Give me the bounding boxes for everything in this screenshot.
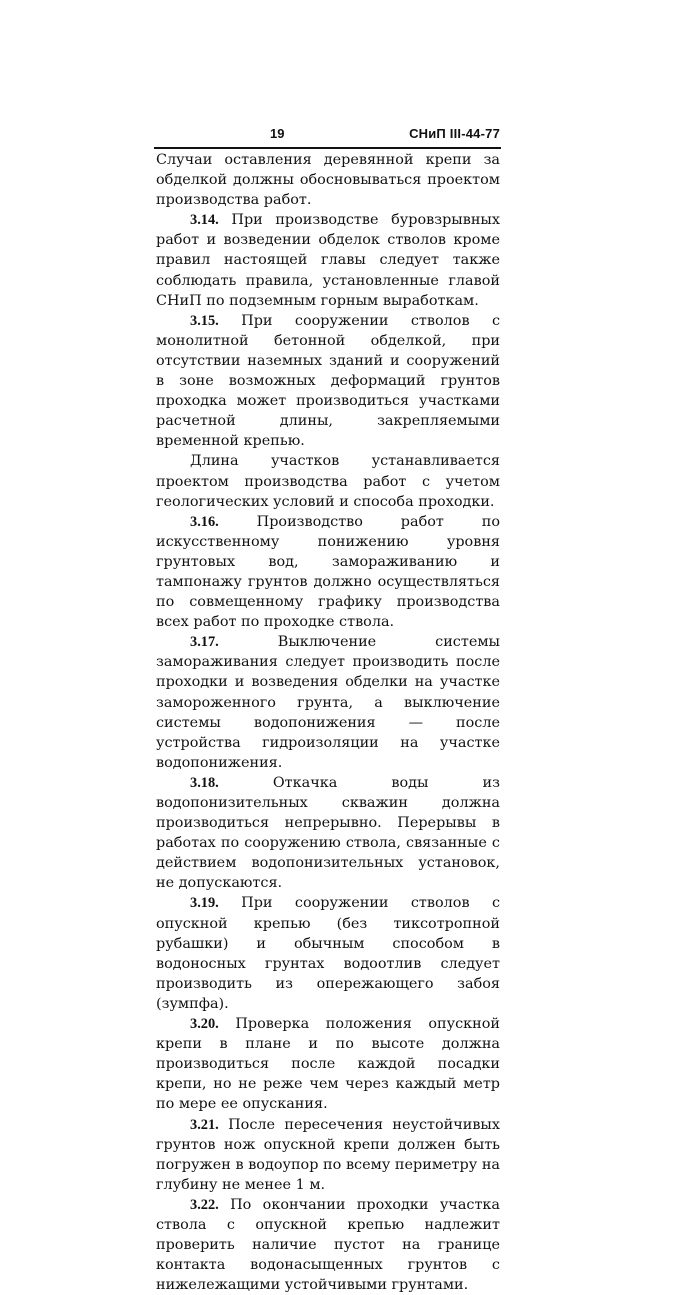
body-text [156,150,500,1295]
clause-text: После пересечения неустойчивых грунтов нож опускной крепи должен быть погружен в водоупор по всему периметру на глубину не менее 1 м. [156,1116,500,1193]
clause-3-16 [156,512,500,633]
clause-text: Проверка положения опускной крепи в плане и по высоте должна производиться после каждой посадки крепи, но не реже чем через каждый метр по мере ее опускания. [156,1016,500,1113]
clause-number: 3.14. [190,212,219,229]
clause-3-21 [156,1115,500,1195]
clause-number: 3.17. [190,634,219,651]
header-rule [154,147,501,149]
clause-3-22 [156,1195,500,1295]
clause-number: 3.20. [190,1016,219,1033]
document-code: СНиП III-44-77 [409,126,500,141]
clause-3-15-continued [156,451,500,511]
clause-3-15 [156,311,500,452]
clause-number: 3.22. [190,1196,219,1213]
clause-3-14 [156,210,500,310]
clause-3-20 [156,1014,500,1114]
paragraph-text: Случаи оставления деревянной крепи за обделкой должны обосновываться проектом производства работ. [156,152,500,209]
page-number: 19 [270,126,285,141]
clause-number: 3.15. [190,312,219,329]
clause-text: Производство работ по искусственному понижению уровня грунтовых вод, замораживанию и тампонажу грунтов должно осуществляться по совмещенному графику производства всех работ по проходке ствола. [156,513,501,631]
clause-3-19 [156,893,500,1014]
clause-number: 3.19. [190,895,219,912]
clause-text: Откачка воды из водопонизительных скважин должна производиться непрерывно. Перерывы в работах по сооружению ствола, связанные с действием водопонизительных установок, не допускаются. [156,774,500,892]
clause-text: При сооружении стволов с опускной крепью (без тиксотропной рубашки) и обычным способом в водоносных грунтах водоотлив следует производить из опережающего забоя (зумпфа). [156,895,500,1012]
clause-number: 3.16. [190,513,219,530]
clause-text: Длина участков устанавливается проектом производства работ с учетом геологических условий и способа проходки. [156,453,500,510]
clause-text: По окончании проходки участка ствола с опускной крепью надлежит проверить наличие пустот на границе контакта водонасыщенных грунтов с нижележащими устойчивыми грунтами. [156,1196,500,1294]
clause-text: Выключение системы замораживания следует производить после проходки и возведения обделки на участке замороженного грунта, а выключение системы водопонижения — после устройства гидроизоляции на участке водопонижения. [156,634,500,771]
clause-3-17 [156,632,500,773]
clause-number: 3.21. [190,1116,219,1133]
clause-text: При сооружении стволов с монолитной бетонной обделкой, при отсутствии наземных зданий и сооружений в зоне возможных деформаций грунтов проходка может производиться участками расчетной длины, закрепляемыми временной крепью. [156,312,500,450]
clause-text: При производстве буровзрывных работ и возведении обделок стволов кроме правил настоящей главы следует также соблюдать правила, установленные главой СНиП по подземным горным выработкам. [156,212,501,309]
clause-number: 3.18. [190,774,219,791]
paragraph-continuation [156,150,500,210]
page-header [155,122,500,144]
clause-3-18 [156,773,500,894]
